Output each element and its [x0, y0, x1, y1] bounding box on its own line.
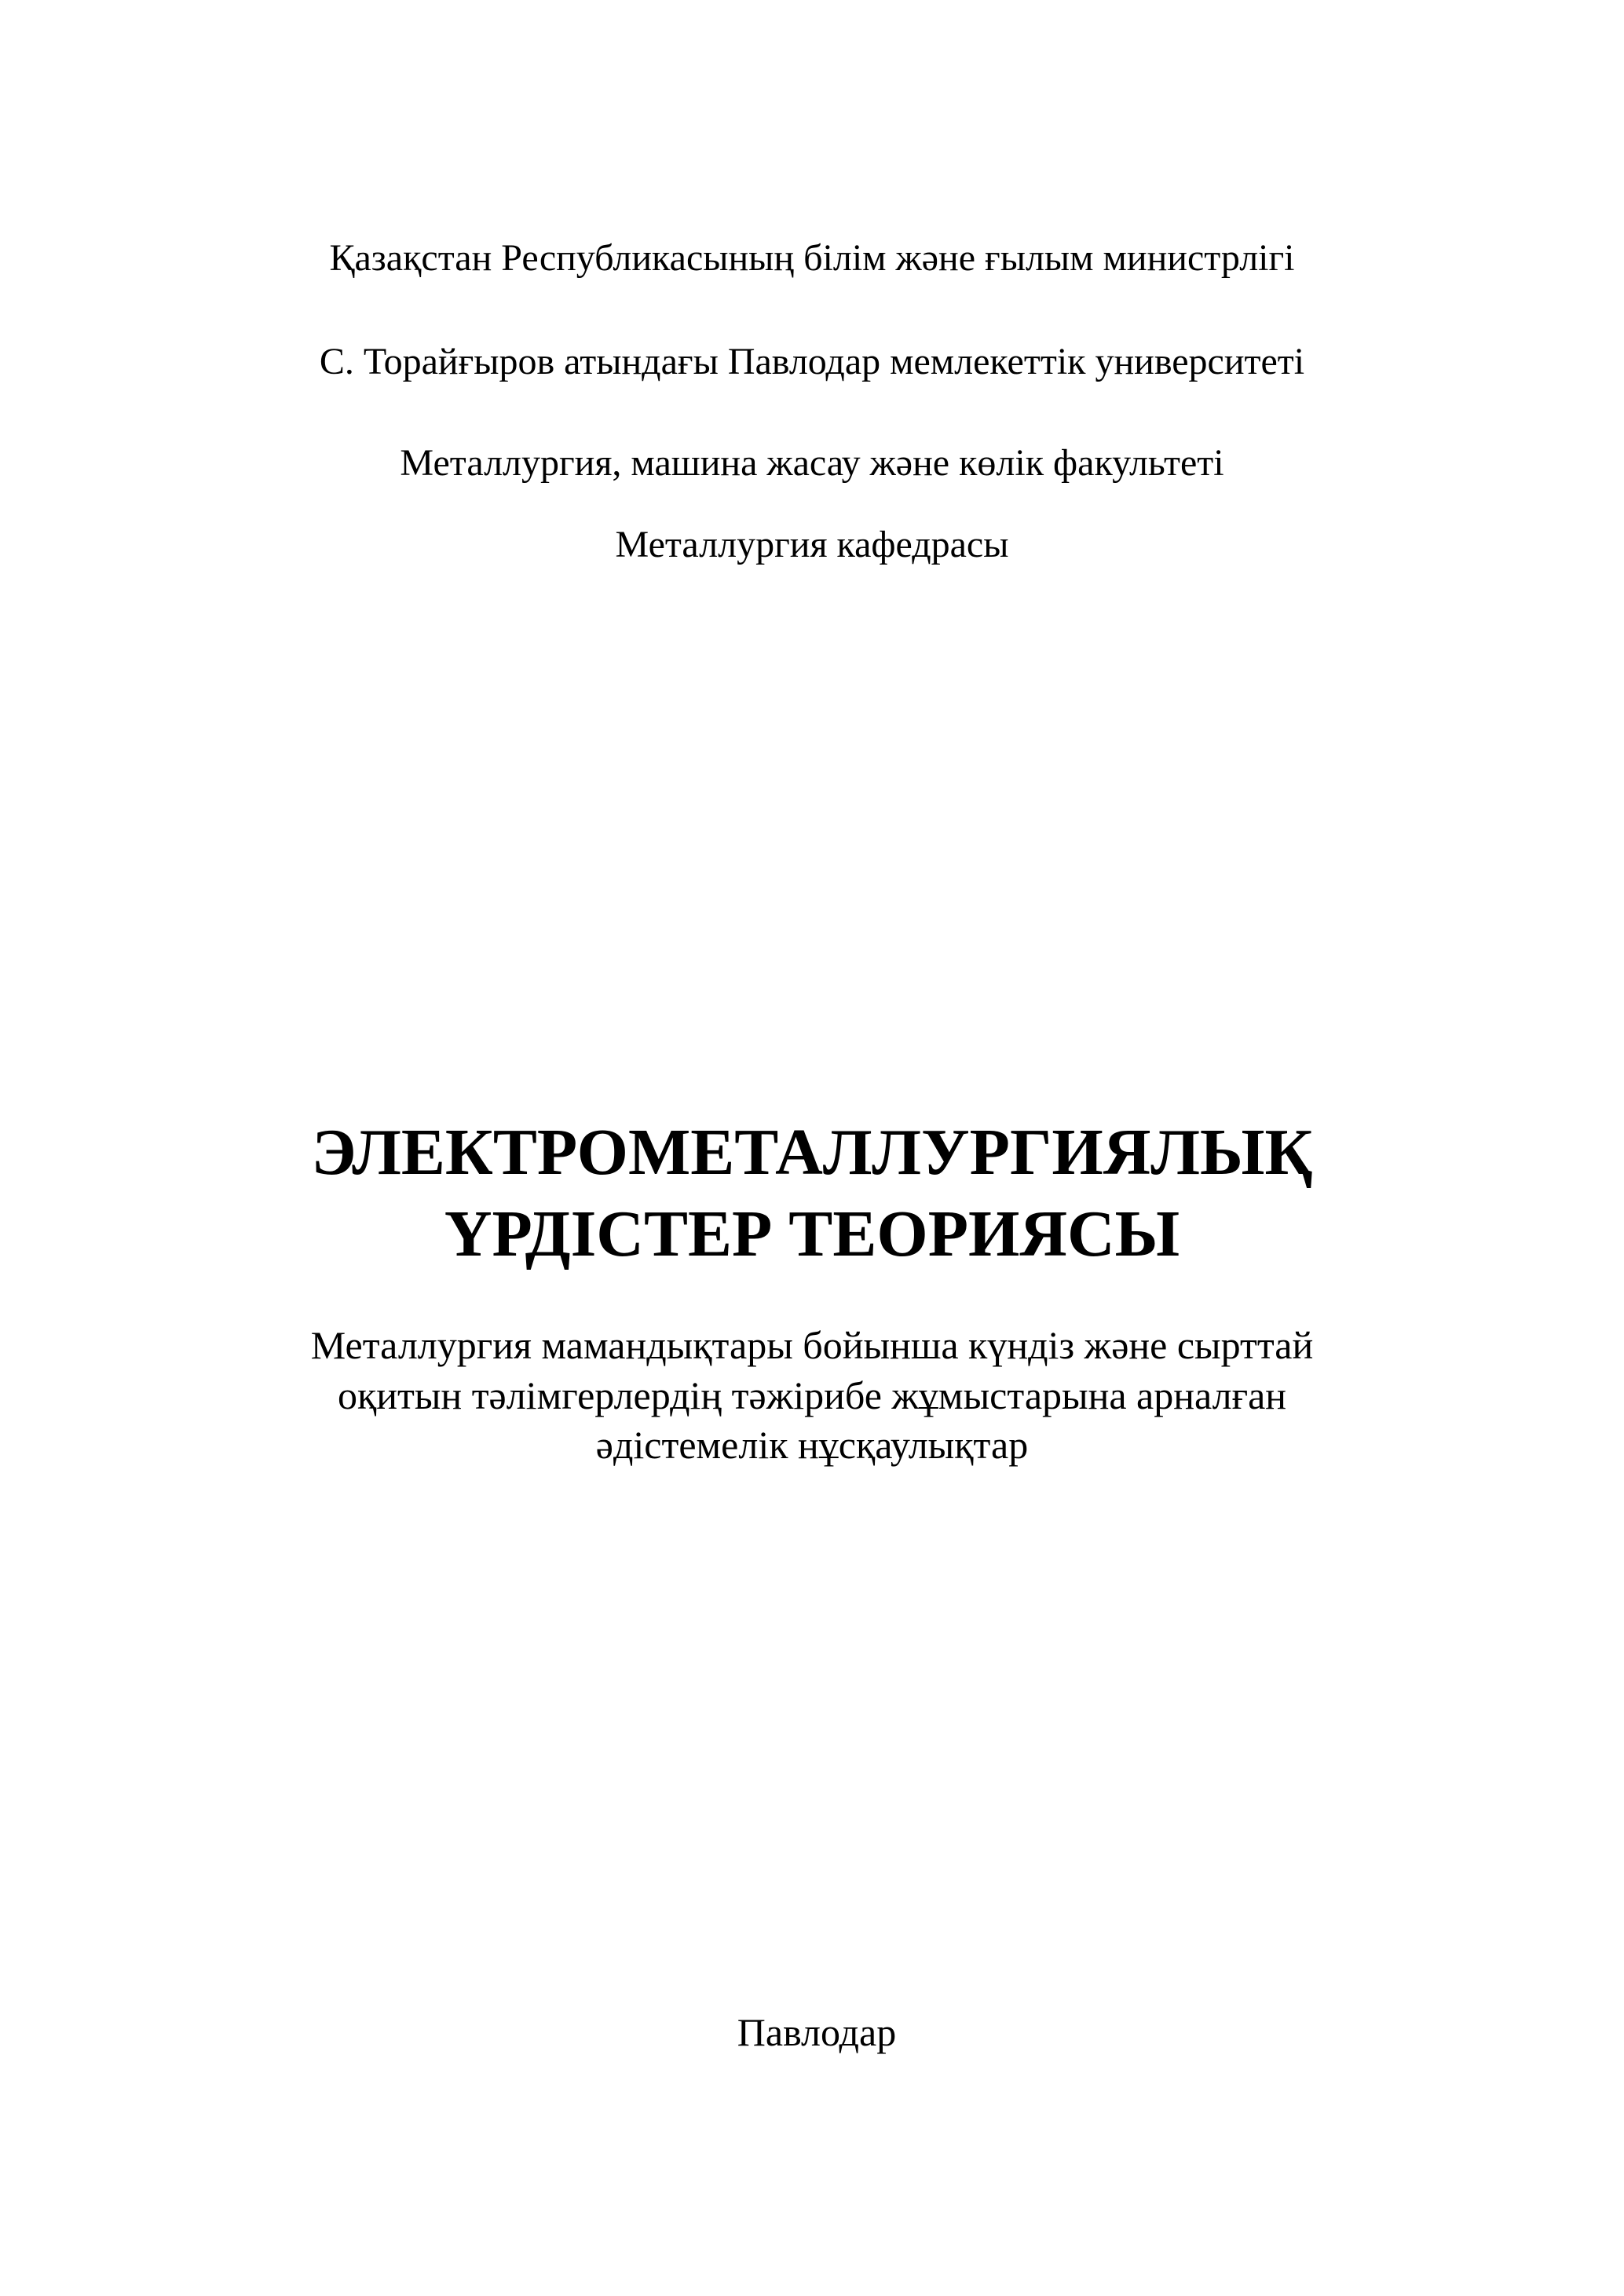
ministry-name: Қазақстан Республикасының білім және ғылым министрлігі [329, 237, 1295, 279]
publication-city: Павлодар [737, 2010, 897, 2054]
faculty-name: Металлургия, машина жасау және көлік факультеті [400, 442, 1224, 484]
university-name: С. Торайғыров атындағы Павлодар мемлекеттік университеті [319, 341, 1305, 382]
document-title-line-1: ЭЛЕКТРОМЕТАЛЛУРГИЯЛЫҚ [311, 1116, 1313, 1189]
document-subtitle-line-2: оқитын тәлімгерлердің тәжірибе жұмыстарына арналған [337, 1373, 1287, 1417]
document-subtitle-line-1: Металлургия мамандықтары бойынша күндіз және сырттай [310, 1323, 1314, 1367]
document-title-line-2: ҮРДІСТЕР ТЕОРИЯСЫ [444, 1197, 1180, 1270]
department-name: Металлургия кафедрасы [615, 524, 1009, 565]
document-subtitle-line-3: әдістемелік нұсқаулықтар [595, 1423, 1029, 1467]
